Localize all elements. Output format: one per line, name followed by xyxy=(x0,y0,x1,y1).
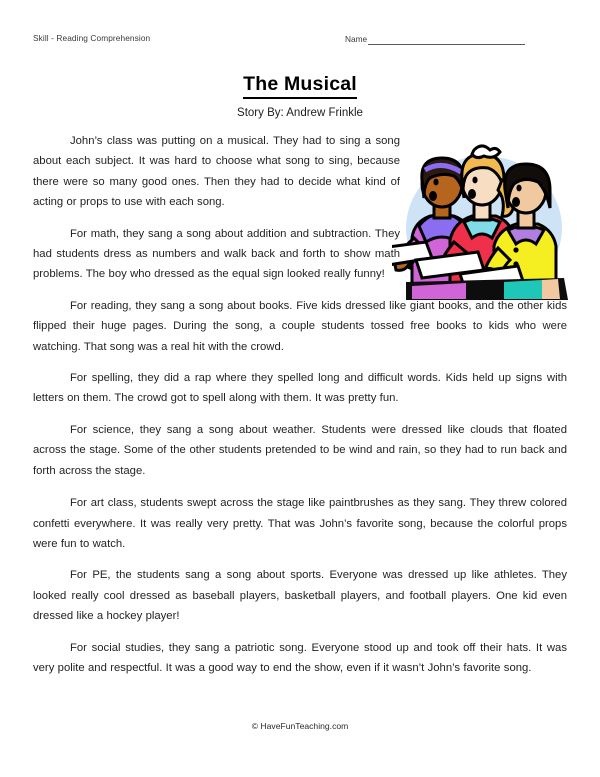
title-block xyxy=(0,72,600,120)
story-paragraph: For PE, the students sang a song about sports. Everyone was dressed up like athletes. They looked really cool dressed as baseball players, basketball players, and football players. One kid even dressed like a hockey player! xyxy=(33,569,567,623)
story-paragraph: For art class, students swept across the stage like paintbrushes as they sang. They threw colored confetti everywhere. It was really very pretty. That was John’s favorite song, because the colorful props were fun to watch. xyxy=(33,497,567,550)
page-title: The Musical xyxy=(243,72,357,99)
story-paragraph: For math, they sang a song about addition and subtraction. They had students dress as numbers and walk back and forth to show math problems. The boy who dressed as the equal sign looked really funny! xyxy=(33,227,400,281)
name-field-group[interactable] xyxy=(345,33,525,45)
name-label: Name xyxy=(345,34,368,44)
story-paragraph: For science, they sang a song about weather. Students were dressed like clouds that floated across the stage. Some of the other students pretended to be wind and rain, so they had to run back and forth across the stage. xyxy=(33,423,567,477)
name-input-line[interactable] xyxy=(368,33,525,45)
page-header xyxy=(0,33,600,53)
story-paragraph: For social studies, they sang a patriotic song. Everyone stood up and took off their hats. It was very polite and respectful. It was a good way to end the show, even if it wasn’t John’s favorite song. xyxy=(33,641,567,674)
story-paragraph: John’s class was putting on a musical. They had to sing a song about each subject. It was hard to choose what song to sing, because there were so many good ones. Then they had to decide what kind of acting or props to use with each song. xyxy=(33,135,400,209)
story-paragraph: For reading, they sang a song about books. Five kids dressed like giant books, and the other kids flipped their huge pages. During the song, a couple students tossed free books to kids who were watching. That song was a real hit with the crowd. xyxy=(33,299,567,353)
copyright-text: © HaveFunTeaching.com xyxy=(251,721,349,731)
skill-label: Skill - Reading Comprehension xyxy=(33,33,151,43)
byline: Story By: Andrew Frinkle xyxy=(237,107,363,119)
story-paragraph: For spelling, they did a rap where they spelled long and difficult words. Kids held up signs with letters on them. The crowd got to spell along with them. It was pretty fun. xyxy=(33,372,567,405)
footer xyxy=(0,721,600,731)
story-body xyxy=(33,131,567,689)
